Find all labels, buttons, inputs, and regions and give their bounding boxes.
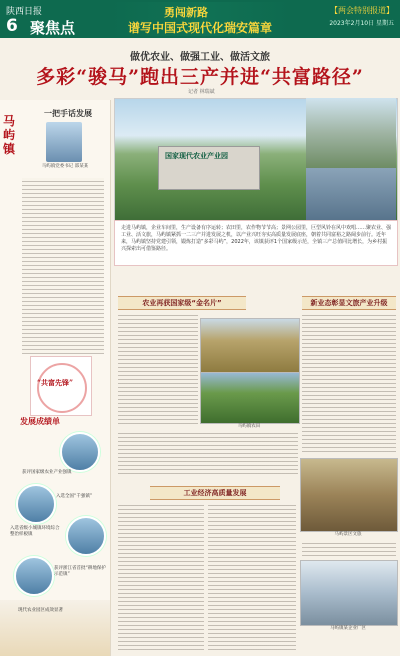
leader-heading: 一把手话发展	[44, 109, 92, 118]
fields-caption: 马屿镇农田	[237, 424, 261, 429]
newspaper-logo: 陕西日报	[6, 7, 43, 17]
issue-date: 2023年2月10日 星期五	[329, 20, 394, 27]
gate-sign: 国家现代农业产业园	[165, 152, 228, 160]
article-kicker: 做优农业、做强工业、做活文旅	[130, 52, 270, 63]
leader-caption: 马屿镇党委书记 邵某某	[41, 164, 89, 169]
special-report-tag: 【两会特别报道】	[330, 6, 394, 15]
theme-line-1: 勇闯新路	[164, 6, 208, 19]
quote-card	[30, 356, 92, 416]
industry-text-block-1	[118, 502, 204, 650]
leader-text-block	[22, 178, 104, 354]
quote-text: “共富先锋”	[37, 378, 74, 387]
section-heading-industry: 工业经济高质量发展	[150, 486, 280, 500]
factory-caption: 马屿镇某企业厂区	[330, 626, 366, 631]
town-name: 马屿镇	[2, 114, 15, 156]
culture-text-block-2	[302, 540, 396, 558]
culture-caption: 马屿景区文旅	[334, 532, 362, 537]
achievement-photo-icon	[14, 556, 54, 596]
park-gate	[158, 146, 260, 190]
intro-box	[114, 220, 398, 266]
intro-text: 走进马屿镇，企业车间里，生产设备有序运转；农田里，农作物节节高；景网公园里，巨型风铃在风中欢唱……聚农业、强工业、活文旅，马屿镇紧抓一二三产并进发展之机，以产业兴旺夯实高质量发展底座，朝着共同富裕之路阔步前行。近年来，马屿镇坚持党建引领，锻炼打造“多彩马屿”，2022年，该镇获评1个国家级示范，全镇三产总值同比增长，为乡村振兴探索出可借鉴路径。	[121, 225, 392, 252]
achievement-item: 现代农业园区成效显著	[18, 608, 63, 613]
leader-portrait	[46, 122, 82, 162]
achievement-photo-icon	[16, 484, 56, 524]
section-title: 聚焦点	[30, 19, 76, 37]
achievement-item: 获评国家级农业产业强镇	[22, 470, 72, 475]
agri-text-block	[118, 312, 198, 424]
side-photo-town	[306, 168, 396, 220]
seal-icon	[37, 363, 87, 413]
achievement-photo-icon	[66, 516, 106, 556]
achievement-photo-icon	[60, 432, 100, 472]
industry-text-block-2	[208, 502, 296, 650]
achievement-item: 获评浙江省首批“耕地保护示范镇”	[54, 566, 106, 577]
section-heading-agri: 农业再获国家级“金名片”	[118, 296, 246, 310]
agri-text-block-2	[118, 430, 298, 474]
theme-line-2: 谱写中国式现代化瑞安篇章	[128, 21, 273, 35]
article-headline: 多彩“骏马”跑出三产并进“共富路径”	[36, 66, 364, 88]
culture-text-block	[302, 312, 396, 454]
farm-photo	[200, 318, 300, 374]
culture-photo	[300, 458, 398, 532]
achievement-item: 入选全国“千强镇”	[56, 494, 93, 499]
factory-photo	[300, 560, 398, 626]
section-heading-culture: 新业态彰显文旅产业升级	[302, 296, 396, 310]
side-photo-fields	[306, 98, 396, 168]
article-byline: 记者 林瑞斌	[188, 89, 215, 95]
development-heading: 发展成绩单	[20, 417, 60, 426]
achievement-item: 入选省级小城镇环境综合整治样板镇	[10, 526, 60, 537]
fields-photo	[200, 372, 300, 424]
page-number: 6	[6, 16, 18, 36]
page-header	[0, 0, 400, 38]
